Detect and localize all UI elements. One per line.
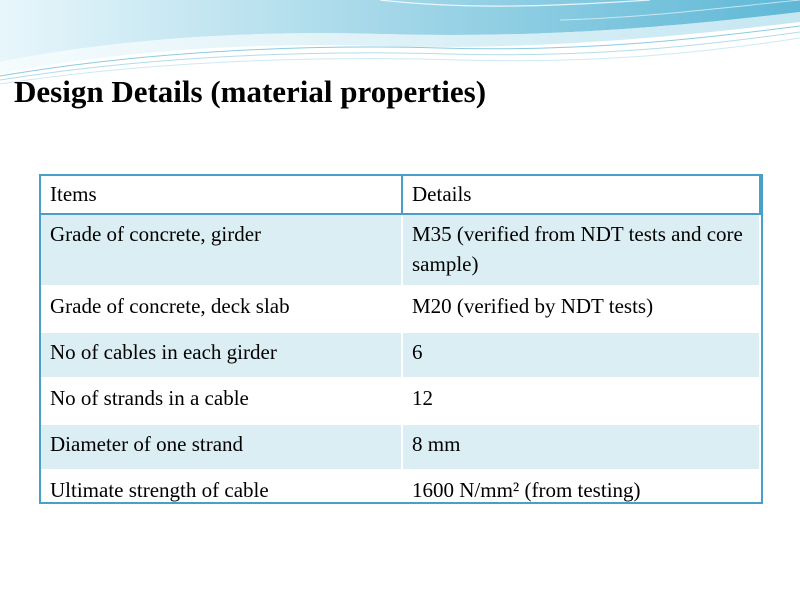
table-header-row	[40, 175, 760, 214]
row-detail: 1600 N/mm² (from testing)	[402, 470, 760, 516]
row-detail: M35 (verified from NDT tests and core sample)	[402, 214, 760, 286]
row-detail: M20 (verified by NDT tests)	[402, 286, 760, 332]
table-row	[40, 214, 760, 286]
table-row	[40, 470, 760, 516]
table-row	[40, 424, 760, 470]
material-properties-table	[39, 174, 761, 517]
row-item: No of cables in each girder	[40, 332, 402, 378]
row-item: Ultimate strength of cable	[40, 470, 402, 516]
row-item: Diameter of one strand	[40, 424, 402, 470]
table-row	[40, 286, 760, 332]
row-detail: 12	[402, 378, 760, 424]
header-details: Details	[402, 175, 760, 214]
table-row	[40, 332, 760, 378]
table-row	[40, 378, 760, 424]
row-item: No of strands in a cable	[40, 378, 402, 424]
page-title: Design Details (material properties)	[14, 74, 487, 109]
row-item: Grade of concrete, deck slab	[40, 286, 402, 332]
row-detail: 6	[402, 332, 760, 378]
header-items: Items	[40, 175, 402, 214]
row-detail: 8 mm	[402, 424, 760, 470]
row-item: Grade of concrete, girder	[40, 214, 402, 286]
